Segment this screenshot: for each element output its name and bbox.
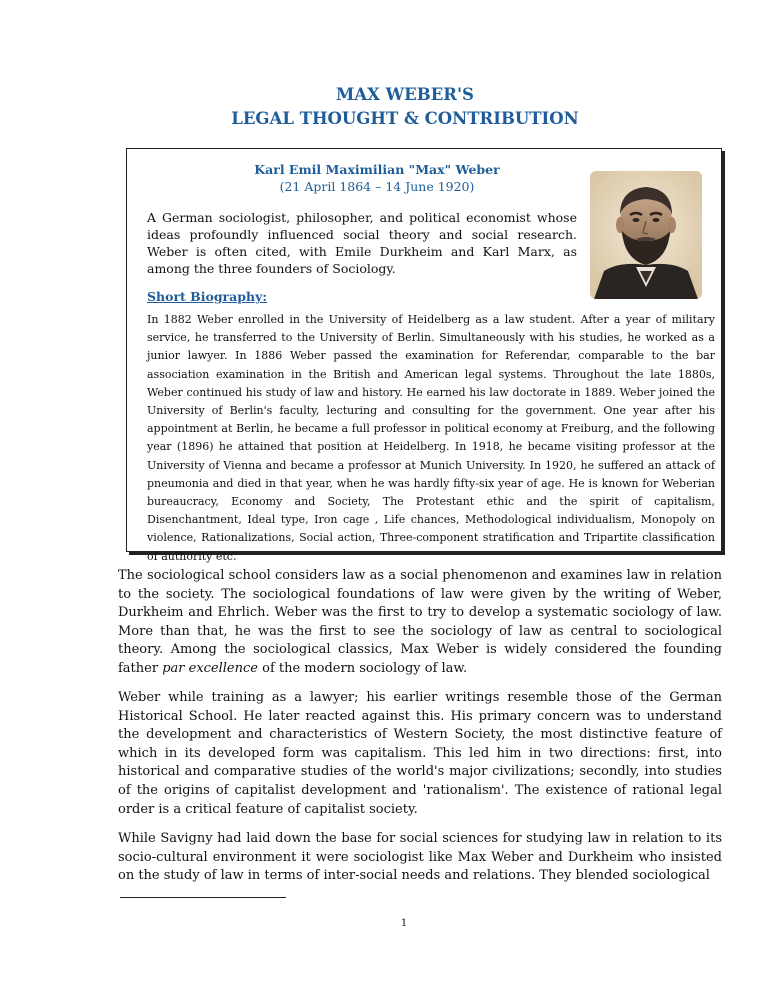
document-title: [100, 83, 710, 131]
intro-paragraph: A German sociologist, philosopher, and political economist whose ideas profoundly influenced social theory and social research. Weber is often cited, with Emile Durkheim and Karl Marx, as among the three founders of Sociology.: [147, 210, 577, 276]
body-paragraph-2: Weber while training as a lawyer; his earlier writings resemble those of the German Historical School. He later reacted against this. His primary concern was to understand the development and characteristics of Western Society, the most distinctive feature of which in its developed form was capitalism. This led him in two directions: first, into historical and comparative studies of the world's major civilizations; secondly, into studies of the origins of capitalist development and 'rationalism'. The existence of rational legal order is a critical feature of capitalist society.: [118, 690, 722, 817]
portrait-image: [590, 171, 702, 299]
title-line-1: MAX WEBER'S: [336, 85, 474, 104]
short-biography-heading: Short Biography:: [147, 289, 267, 304]
title-line-2: LEGAL THOUGHT & CONTRIBUTION: [231, 109, 579, 128]
page-number: 1: [400, 918, 408, 929]
full-name: Karl Emil Maximilian "Max" Weber: [254, 162, 500, 177]
biography-box: [126, 148, 722, 563]
footnote-separator: [120, 897, 286, 898]
paragraph-1-italic: par excellence: [162, 660, 258, 676]
body-paragraph-1: [118, 567, 722, 679]
paragraph-1-text: The sociological school considers law as a social phenomenon and examines law in relation to the society. The sociological foundations of law were given by the writing of Weber, Durkheim and Ehrlich. Weber was the first to try to develop a systematic sociology of law. More than that, he was the first to see the sociology of law as central to sociological theory. Among the sociological classics, Max Weber is widely considered the founding father: [118, 568, 722, 676]
life-dates: (21 April 1864 – 14 June 1920): [279, 179, 475, 194]
name-block: [227, 161, 527, 195]
biography-paragraph: In 1882 Weber enrolled in the University of Heidelberg as a law student. After a year of military service, he transferred to the University of Berlin. Simultaneously with his studies, he worked as a junior lawyer. In 1886 Weber passed the examination for Referendar, comparable to the bar association examination in the British and American legal systems. Throughout the late 1880s, Weber continued his study of law and history. He earned his law doctorate in 1889. Weber joined the University of Berlin's faculty, lecturing and consulting for the government. One year after his appointment at Berlin, he became a full professor in political economy at Freiburg, and the following year (1896) he attained that position at Heidelberg. In 1918, he became visiting professor at the University of Vienna and became a professor at Munich University. In 1920, he suffered an attack of pneumonia and died in that year, when he was hardly fifty-six year of age. He is known for Weberian bureaucracy, Economy and Society, The Protestant ethic and the spirit of capitalism, Disenchantment, Ideal type, Iron cage , Life chances, Methodological individualism, Monopoly on violence, Rationalizations, Social action, Three-component stratification and Tripartite classification of authority etc.: [147, 313, 715, 563]
paragraph-1-end: of the modern sociology of law.: [257, 660, 468, 676]
body-paragraph-3: While Savigny had laid down the base for social sciences for studying law in relation to its socio-cultural environment it were sociologist like Max Weber and Durkheim who insisted on the study of law in terms of inter-social needs and relations. They blended sociological: [118, 831, 722, 884]
portrait-photo: [590, 171, 702, 299]
